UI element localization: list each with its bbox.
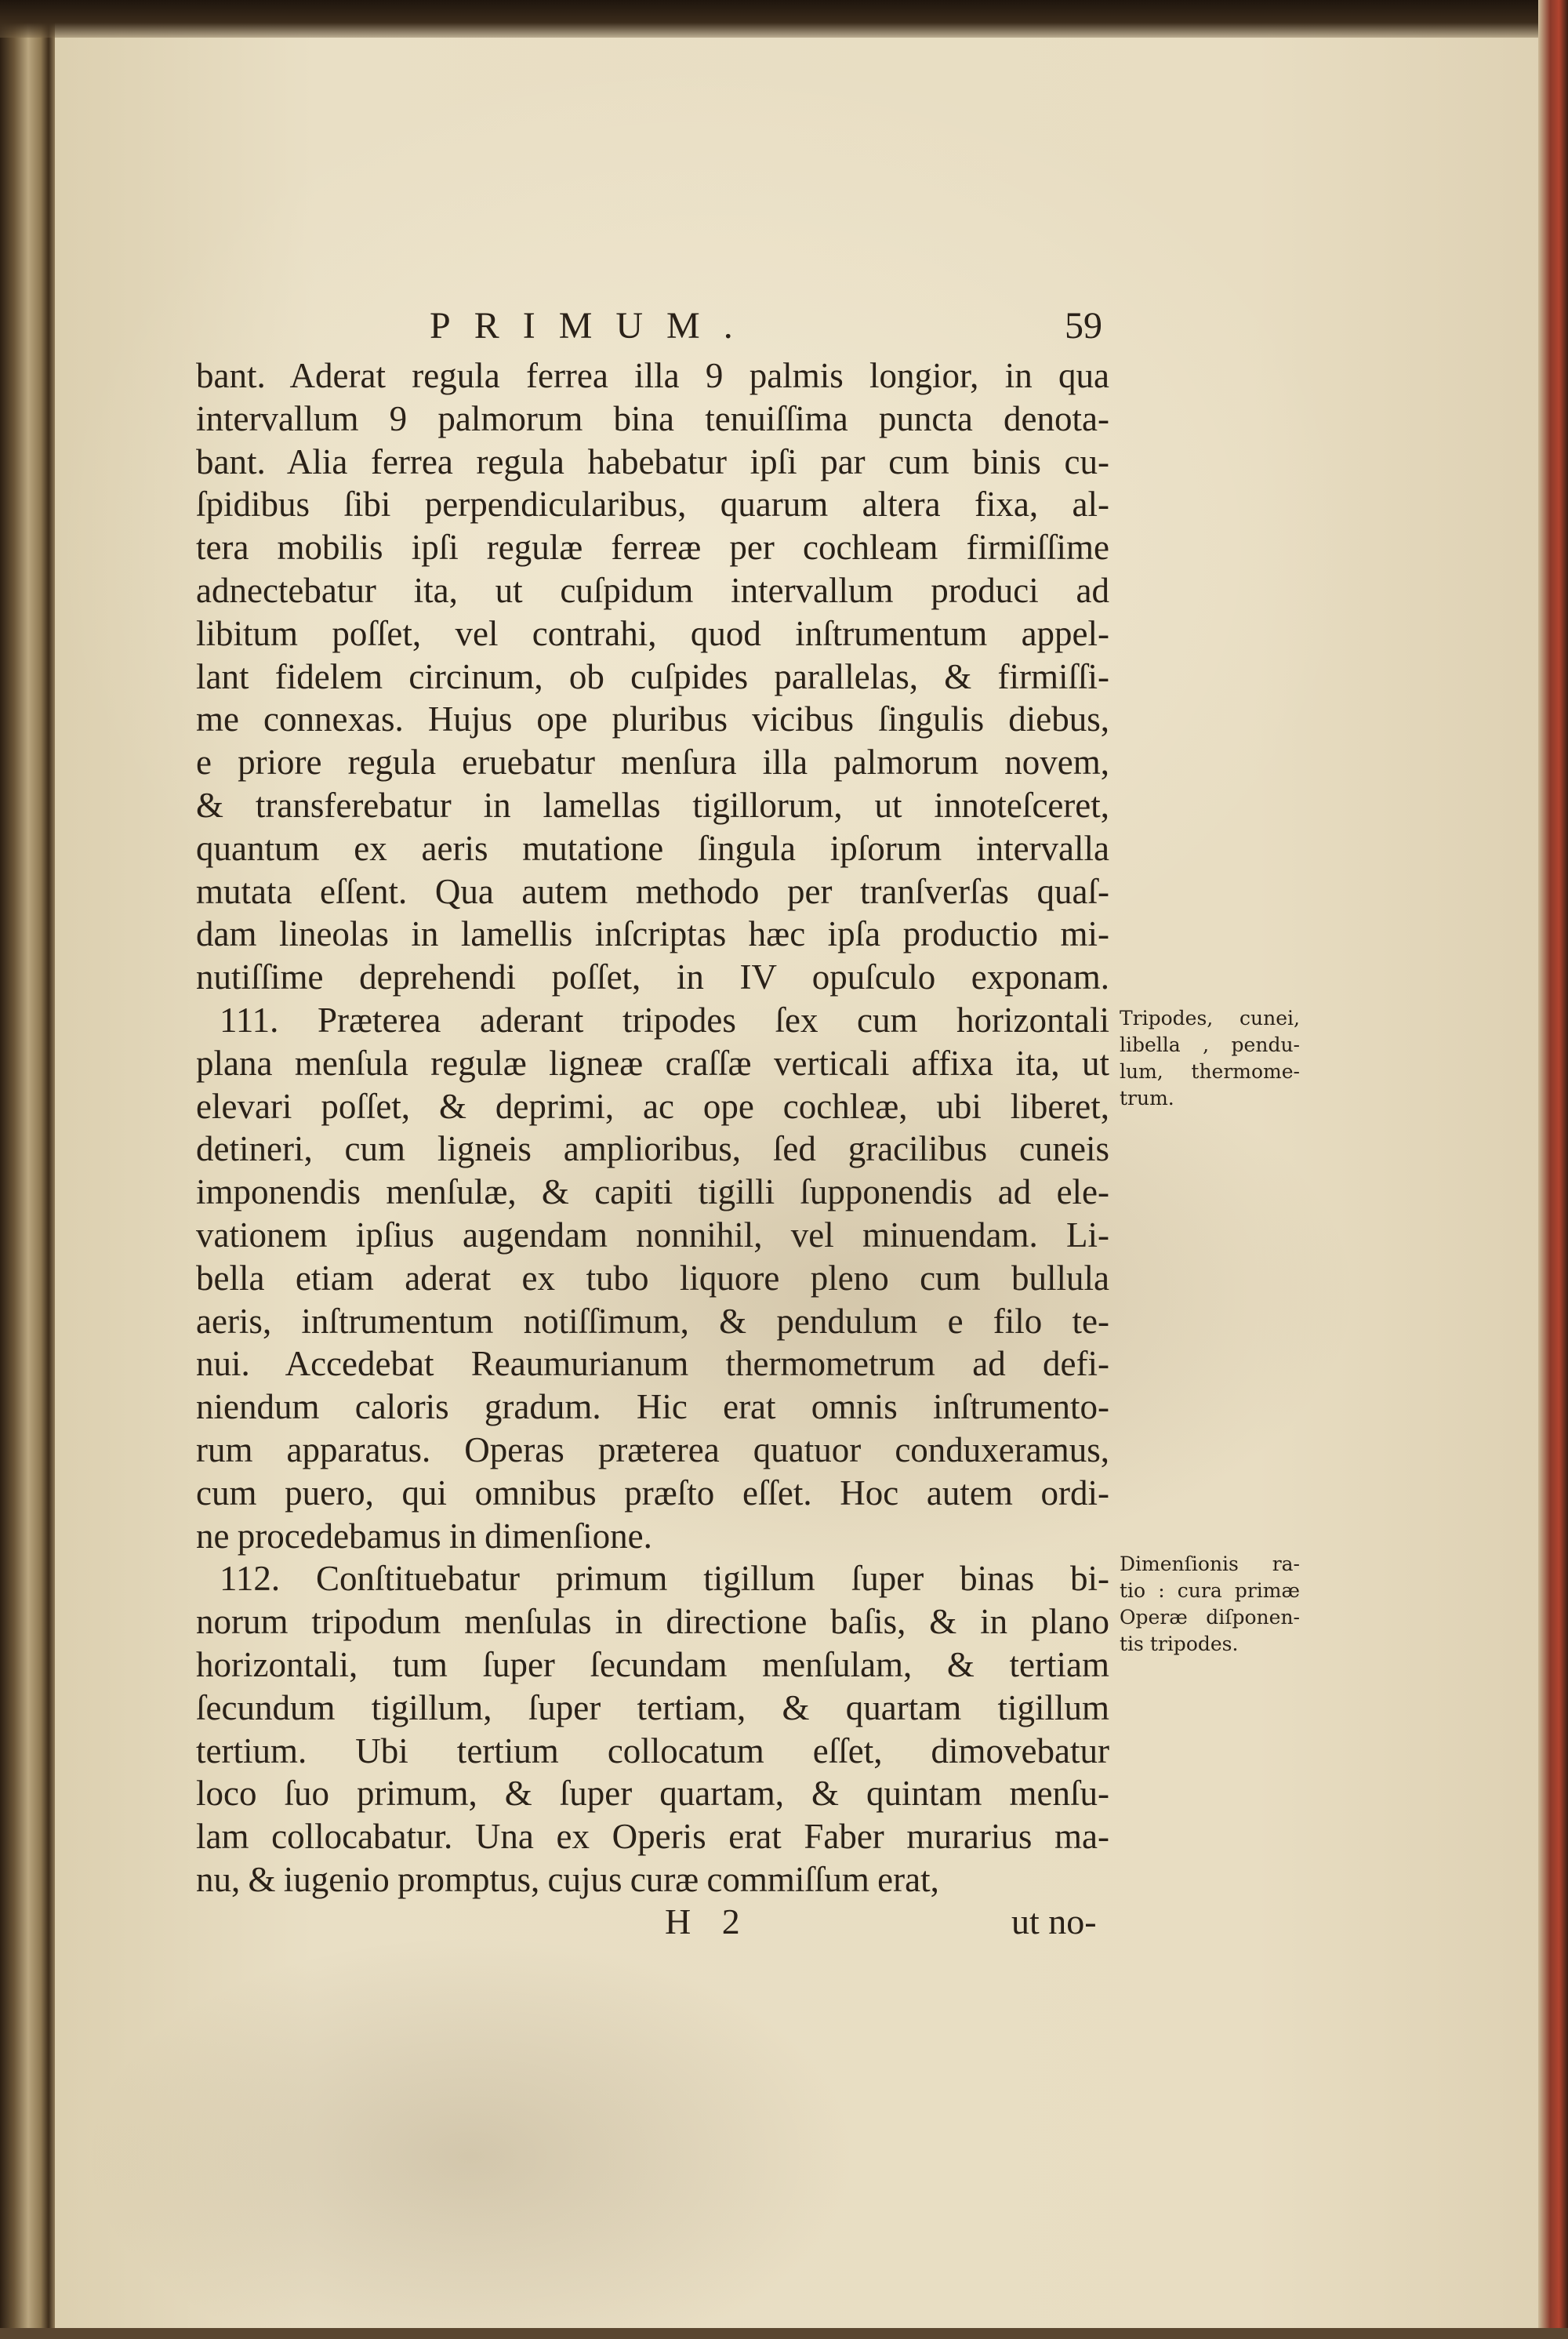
margin-note-line: Operæ diſponen- xyxy=(1120,1606,1300,1629)
margin-note-line: libella , pendu- xyxy=(1120,1033,1300,1056)
text-line: norum tripodum menſulas in directione baſis, & in plano xyxy=(196,1602,1109,1642)
text-line: ſecundum tigillum, ſuper tertiam, & quartam tigillum xyxy=(196,1687,1109,1727)
text-line: libitum poſſet, vel contrahi, quod inſtrumentum appel- xyxy=(196,613,1109,653)
text-line: 112. Conſtituebatur primum tigillum ſuper binas bi- xyxy=(220,1559,1109,1599)
text-line: bant. Alia ferrea regula habebatur ipſi par cum binis cu- xyxy=(196,441,1109,481)
text-line: & transferebatur in lamellas tigillorum, ut innoteſceret, xyxy=(196,785,1109,825)
text-line: lant fidelem circinum, ob cuſpides parallelas, & firmiſſi- xyxy=(196,656,1109,696)
text-line: ne procedebamus in dimenſione. xyxy=(196,1516,652,1556)
text-line: lam collocabatur. Una ex Operis erat Faber murarius ma- xyxy=(196,1817,1109,1857)
margin-note-line: Tripodes, cunei, xyxy=(1120,1007,1300,1030)
text-line: adnectebatur ita, ut cuſpidum intervallum produci ad xyxy=(196,570,1109,610)
top-edge-shadow xyxy=(0,0,1568,38)
margin-note-line: lum, thermome- xyxy=(1120,1060,1300,1083)
text-line: niendum caloris gradum. Hic erat omnis inſtrumento- xyxy=(196,1387,1109,1427)
margin-note-instruments xyxy=(1120,1005,1300,1112)
margin-note-line: tio : cura primæ xyxy=(1120,1579,1300,1602)
text-line: e priore regula eruebatur menſura illa palmorum novem, xyxy=(196,743,1109,783)
text-line: bant. Aderat regula ferrea illa 9 palmis longior, in qua xyxy=(196,356,1109,395)
margin-note-line: trum. xyxy=(1120,1087,1174,1110)
text-line: tertium. Ubi tertium collocatum eſſet, dimovebatur xyxy=(196,1731,1109,1771)
bottom-edge xyxy=(0,2328,1568,2339)
text-line: loco ſuo primum, & ſuper quartam, & quintam menſu- xyxy=(196,1774,1109,1814)
book-spine xyxy=(0,0,55,2339)
page-edge-red xyxy=(1538,0,1568,2339)
body-text xyxy=(196,354,1109,1901)
running-title: PRIMUM. xyxy=(430,305,757,347)
margin-note-line: tis tripodes. xyxy=(1120,1633,1239,1655)
page-number: 59 xyxy=(1065,305,1102,347)
text-line: 111. Præterea aderant tripodes ſex cum horizontali xyxy=(220,1000,1109,1040)
text-line: imponendis menſulæ, & capiti tigilli ſupponendis ad ele- xyxy=(196,1172,1109,1212)
text-line: nu, & iugenio promptus, cujus curæ commiſſum erat, xyxy=(196,1859,939,1899)
text-line: bella etiam aderat ex tubo liquore pleno cum bullula xyxy=(196,1258,1109,1298)
text-line: dam lineolas in lamellis inſcriptas hæc ipſa productio mi- xyxy=(196,914,1109,954)
catchword: ut no- xyxy=(1011,1901,1097,1941)
text-line: vationem ipſius augendam nonnihil, vel minuendam. Li- xyxy=(196,1215,1109,1255)
text-line: elevari poſſet, & deprimi, ac ope cochleæ, ubi liberet, xyxy=(196,1086,1109,1126)
text-line: nui. Accedebat Reaumurianum thermometrum ad defi- xyxy=(196,1344,1109,1384)
text-line: quantum ex aeris mutatione ſingula ipſorum intervalla xyxy=(196,828,1109,868)
margin-note-dimension xyxy=(1120,1551,1300,1658)
text-line: plana menſula regulæ ligneæ craſſæ verticali affixa ita, ut xyxy=(196,1043,1109,1083)
text-line: detineri, cum ligneis amplioribus, ſed gracilibus cuneis xyxy=(196,1129,1109,1169)
text-line: horizontali, tum ſuper ſecundam menſulam, & tertiam xyxy=(196,1644,1109,1684)
text-line: tera mobilis ipſi regulæ ferreæ per cochleam firmiſſime xyxy=(196,528,1109,568)
text-line: aeris, inſtrumentum notiſſimum, & pendulum e filo te- xyxy=(196,1301,1109,1341)
text-line: rum apparatus. Operas præterea quatuor conduxeramus, xyxy=(196,1429,1109,1469)
margin-note-line: Dimenſionis ra- xyxy=(1120,1553,1300,1575)
text-line: me connexas. Hujus ope pluribus vicibus ſingulis diebus, xyxy=(196,699,1109,739)
text-line: mutata eſſent. Qua autem methodo per tranſverſas quaſ- xyxy=(196,871,1109,911)
text-line: nutiſſime deprehendi poſſet, in IV opuſculo exponam. xyxy=(196,957,1109,997)
signature-mark: H 2 xyxy=(665,1901,751,1941)
text-line: cum puero, qui omnibus præſto eſſet. Hoc autem ordi- xyxy=(196,1473,1109,1513)
text-line: intervallum 9 palmorum bina tenuiſſima puncta denota- xyxy=(196,398,1109,438)
text-line: ſpidibus ſibi perpendicularibus, quarum altera fixa, al- xyxy=(196,485,1109,525)
